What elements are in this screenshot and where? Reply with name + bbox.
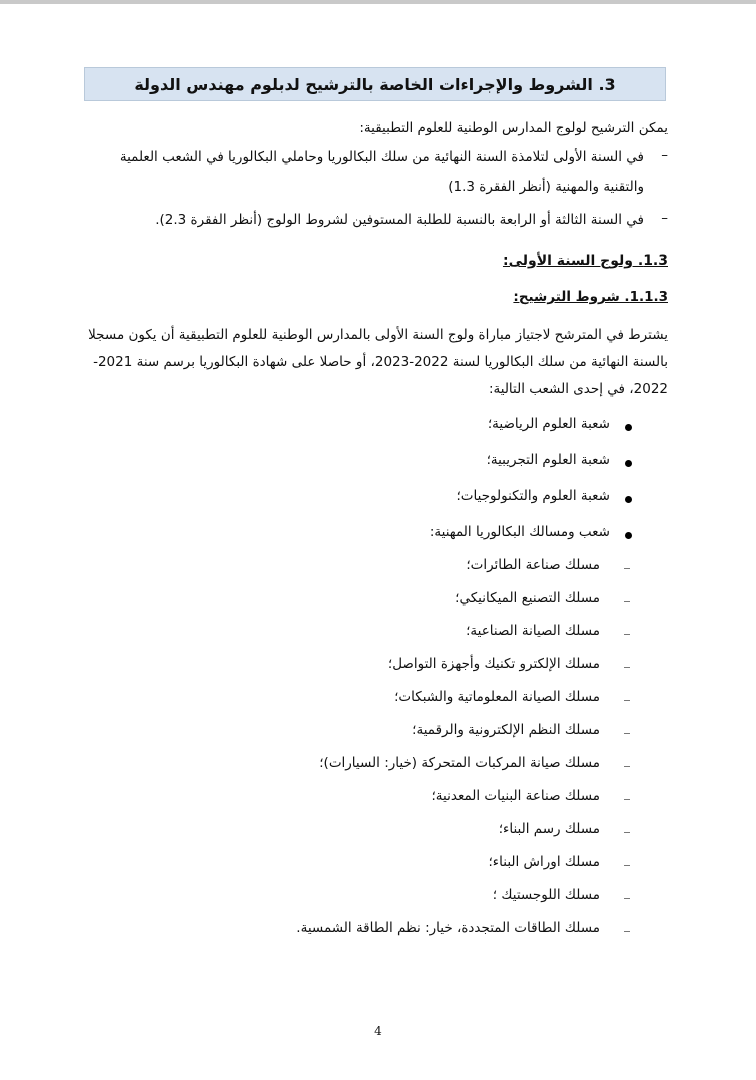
conditions-line: يشترط في المترشح لاجتياز مباراة ولوج السنة الأولى بالمدارس الوطنية للعلوم التطبيقية أن يكون مسجلا: [88, 327, 668, 343]
dash-marker: [624, 799, 630, 800]
bullet-icon: [625, 460, 632, 467]
dash-marker: –: [661, 210, 668, 226]
track-label: مسلك اوراش البناء؛: [488, 854, 600, 870]
track-label: مسلك التصنيع الميكانيكي؛: [455, 590, 600, 606]
list-item: [130, 887, 630, 909]
bullet-icon: [625, 532, 632, 539]
dash-marker: [624, 700, 630, 701]
dash-marker: [624, 601, 630, 602]
track-label: مسلك صيانة المركبات المتحركة (خيار: السيارات)؛: [319, 755, 600, 771]
track-label: مسلك الطاقات المتجددة، خيار: نظم الطاقة الشمسية.: [296, 920, 600, 936]
track-label: مسلك صناعة الطائرات؛: [466, 557, 600, 573]
intro-text: يمكن الترشيح لولوج المدارس الوطنية للعلوم التطبيقية:: [359, 120, 668, 136]
list-item: [130, 557, 630, 579]
bullet-icon: [625, 496, 632, 503]
intro-item-1-line-2: والتقنية والمهنية (أنظر الفقرة 1.3): [448, 179, 644, 195]
stream-label: شعبة العلوم والتكنولوجيات؛: [456, 488, 610, 504]
track-label: مسلك صناعة البنيات المعدنية؛: [431, 788, 600, 804]
intro-item-1-line-1: في السنة الأولى لتلامذة السنة النهائية من سلك البكالوريا وحاملي البكالوريا في الشعب العلمية: [119, 149, 644, 165]
track-label: مسلك رسم البناء؛: [498, 821, 600, 837]
page-number: 4: [374, 1024, 382, 1038]
conditions-line: 2022، في إحدى الشعب التالية:: [488, 381, 668, 397]
list-item: [130, 788, 630, 810]
subsection-title: 1.3. ولوج السنة الأولى:: [502, 253, 668, 269]
dash-marker: [624, 931, 630, 932]
list-item: [130, 755, 630, 777]
list-item: [88, 416, 668, 438]
list-item: [130, 722, 630, 744]
dash-marker: [624, 832, 630, 833]
track-label: مسلك الصيانة المعلوماتية والشبكات؛: [394, 689, 600, 705]
list-item: [130, 920, 630, 942]
dash-marker: [624, 733, 630, 734]
list-item: [130, 623, 630, 645]
section-heading: 3. الشروط والإجراءات الخاصة بالترشيح لدبلوم مهندس الدولة: [84, 67, 666, 101]
list-item: [130, 656, 630, 678]
list-item: [88, 524, 668, 546]
list-item: [130, 854, 630, 876]
track-label: مسلك اللوجستيك ؛: [492, 887, 600, 903]
dash-marker: [624, 568, 630, 569]
stream-label: شعبة العلوم الرياضية؛: [487, 416, 610, 432]
stream-label: شعب ومسالك البكالوريا المهنية:: [429, 524, 610, 540]
dash-marker: [624, 766, 630, 767]
list-item: [130, 821, 630, 843]
list-item: [130, 590, 630, 612]
subsubsection-title: 1.1.3. شروط الترشيح:: [513, 289, 668, 305]
list-item: [88, 488, 668, 510]
bullet-icon: [625, 424, 632, 431]
dash-marker: [624, 898, 630, 899]
dash-marker: [624, 634, 630, 635]
conditions-paragraph: [88, 322, 668, 403]
stream-label: شعبة العلوم التجريبية؛: [486, 452, 610, 468]
dash-marker: [624, 865, 630, 866]
dash-marker: [624, 667, 630, 668]
track-label: مسلك الإلكترو تكنيك وأجهزة التواصل؛: [387, 656, 600, 672]
intro-item-2: في السنة الثالثة أو الرابعة بالنسبة للطلبة المستوفين لشروط الولوج (أنظر الفقرة 2.3).: [155, 212, 644, 228]
dash-marker: –: [661, 147, 668, 163]
conditions-line: بالسنة النهائية من سلك البكالوريا لسنة 2022-2023، أو حاصلا على شهادة البكالوريا برسم سنة 2021-: [93, 354, 668, 370]
track-label: مسلك النظم الإلكترونية والرقمية؛: [412, 722, 600, 738]
list-item: [130, 689, 630, 711]
list-item: [88, 452, 668, 474]
track-label: مسلك الصيانة الصناعية؛: [466, 623, 600, 639]
